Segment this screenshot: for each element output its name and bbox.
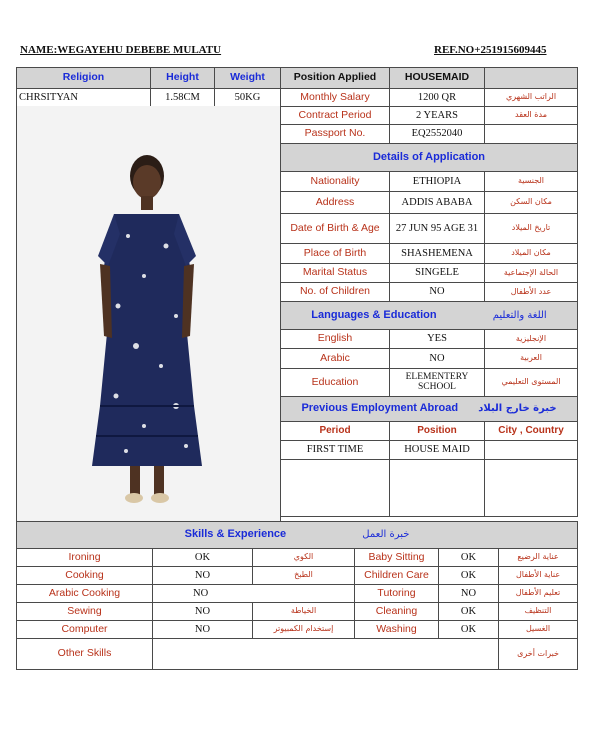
address-arabic: مكان السكن	[485, 192, 578, 214]
children-arabic: عدد الأطفال	[485, 283, 578, 302]
position-header: Position	[390, 422, 485, 441]
previous-employment-title	[281, 397, 578, 422]
arabic-label: Arabic	[281, 349, 390, 369]
skill-sewing-value: NO	[153, 603, 253, 621]
arabic-value: NO	[390, 349, 485, 369]
candidate-photo	[16, 106, 281, 522]
contract-period-arabic: مدة العقد	[485, 107, 578, 125]
skill-baby-sitting-value: OK	[439, 549, 499, 567]
reference-number: REF.NO+251915609445	[434, 44, 547, 56]
english-arabic: الإنجليزية	[485, 330, 578, 349]
dob-label: Date of Birth & Age	[281, 214, 390, 244]
position-applied-header: Position Applied	[281, 68, 390, 89]
candidate-name: NAME:WEGAYEHU DEBEBE MULATU	[20, 44, 222, 56]
education-label: Education	[281, 369, 390, 397]
skill-computer-value: NO	[153, 621, 253, 639]
candidate-photo-figure	[16, 106, 280, 522]
period-header: Period	[281, 422, 390, 441]
skill-ironing-label: Ironing	[17, 549, 153, 567]
skill-cooking-label: Cooking	[17, 567, 153, 585]
nationality-value: ETHIOPIA	[390, 172, 485, 192]
languages-education-title	[281, 302, 578, 330]
salary-arabic: الراتب الشهري	[485, 89, 578, 107]
contract-period-label: Contract Period	[281, 107, 390, 125]
employment-title-en: Previous Employment Abroad	[301, 402, 459, 415]
children-label: No. of Children	[281, 283, 390, 302]
arabic-arabic: العربية	[485, 349, 578, 369]
skill-cooking-value: NO	[153, 567, 253, 585]
details-of-application-title: Details of Application	[281, 144, 578, 172]
languages-title-en: Languages & Education	[311, 308, 437, 321]
marital-status-arabic: الحالة الإجتماعية	[485, 264, 578, 283]
nationality-arabic: الجنسية	[485, 172, 578, 192]
skill-arabic-cooking-value: NO	[153, 585, 355, 603]
details-table	[280, 106, 578, 517]
position-applied-value: HOUSEMAID	[390, 68, 485, 89]
height-value: 1.58CM	[151, 89, 215, 107]
place-of-birth-value: SHASHEMENA	[390, 244, 485, 264]
skill-cleaning-label: Cleaning	[355, 603, 439, 621]
skill-baby-sitting-label: Baby Sitting	[355, 549, 439, 567]
skills-title-en: Skills & Experience	[184, 528, 287, 541]
other-skills-arabic: خبرات أخرى	[499, 639, 578, 670]
skills-table	[16, 521, 578, 670]
salary-label: Monthly Salary	[281, 89, 390, 107]
nationality-label: Nationality	[281, 172, 390, 192]
photo-left-border	[16, 106, 17, 522]
religion-value: CHRSITYAN	[17, 89, 151, 107]
place-of-birth-label: Place of Birth	[281, 244, 390, 264]
salary-value: 1200 QR	[390, 89, 485, 107]
skill-ironing-value: OK	[153, 549, 253, 567]
height-header: Height	[151, 68, 215, 89]
education-arabic: المستوى التعليمي	[485, 369, 578, 397]
skill-computer-label: Computer	[17, 621, 153, 639]
skills-experience-title	[17, 522, 578, 549]
passport-value: EQ2552040	[390, 125, 485, 144]
employment-blank-1	[281, 460, 390, 517]
skill-sewing-label: Sewing	[17, 603, 153, 621]
main-table	[16, 67, 578, 107]
skill-cleaning-arabic: التنظيف	[499, 603, 578, 621]
skill-ironing-arabic: الكوي	[253, 549, 355, 567]
children-value: NO	[390, 283, 485, 302]
skill-cleaning-value: OK	[439, 603, 499, 621]
skill-tutoring-value: NO	[439, 585, 499, 603]
address-value: ADDIS ABABA	[390, 192, 485, 214]
skill-arabic-cooking-label: Arabic Cooking	[17, 585, 153, 603]
skill-sewing-arabic: الخياطة	[253, 603, 355, 621]
city-country-value	[485, 441, 578, 460]
contract-period-value: 2 YEARS	[390, 107, 485, 125]
dob-arabic: تاريخ الميلاد	[485, 214, 578, 244]
religion-header: Religion	[17, 68, 151, 89]
employment-position-value: HOUSE MAID	[390, 441, 485, 460]
employment-title-ar: خبرة خارج البلاد	[478, 403, 557, 415]
dob-value: 27 JUN 95 AGE 31	[390, 214, 485, 244]
skill-cooking-arabic: الطبخ	[253, 567, 355, 585]
employment-blank-2	[390, 460, 485, 517]
weight-value: 50KG	[215, 89, 281, 107]
english-value: YES	[390, 330, 485, 349]
skill-washing-value: OK	[439, 621, 499, 639]
other-skills-value	[153, 639, 499, 670]
other-skills-label: Other Skills	[17, 639, 153, 670]
passport-label: Passport No.	[281, 125, 390, 144]
period-value: FIRST TIME	[281, 441, 390, 460]
employment-blank-3	[485, 460, 578, 517]
skills-title-ar: خبرة العمل	[362, 529, 410, 541]
city-country-header: City , Country	[485, 422, 578, 441]
skill-washing-label: Washing	[355, 621, 439, 639]
skill-computer-arabic: إستخدام الكمبيوتر	[253, 621, 355, 639]
languages-title-ar: اللغة والتعليم	[492, 309, 547, 321]
passport-arabic	[485, 125, 578, 144]
marital-status-label: Marital Status	[281, 264, 390, 283]
skill-children-care-value: OK	[439, 567, 499, 585]
skill-children-care-label: Children Care	[355, 567, 439, 585]
place-of-birth-arabic: مكان الميلاد	[485, 244, 578, 264]
skill-baby-sitting-arabic: عناية الرضيع	[499, 549, 578, 567]
marital-status-value: SINGELE	[390, 264, 485, 283]
english-label: English	[281, 330, 390, 349]
skill-tutoring-arabic: تعليم الأطفال	[499, 585, 578, 603]
skill-tutoring-label: Tutoring	[355, 585, 439, 603]
skill-children-care-arabic: عناية الأطفال	[499, 567, 578, 585]
position-applied-arabic	[485, 68, 578, 89]
skill-washing-arabic: الغسيل	[499, 621, 578, 639]
education-value: ELEMENTERY SCHOOL	[390, 369, 485, 397]
weight-header: Weight	[215, 68, 281, 89]
address-label: Address	[281, 192, 390, 214]
